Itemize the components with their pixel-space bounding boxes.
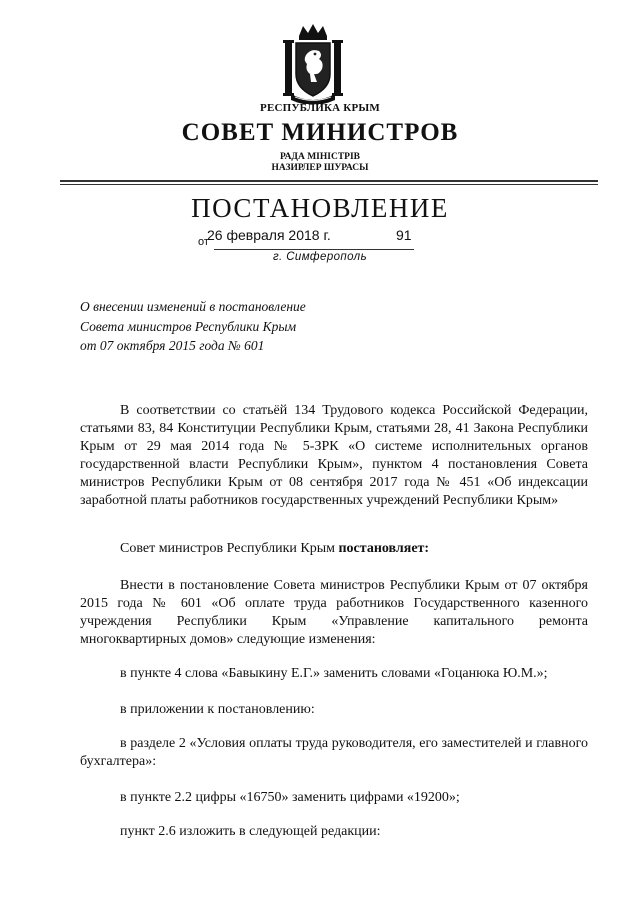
header-rule-thin [60, 184, 598, 185]
subject-line: от 07 октября 2015 года № 601 [80, 338, 265, 353]
crimea-coat-of-arms-icon [281, 22, 345, 104]
council-name-ukrainian: РАДА МІНІСТРІВ [279, 152, 360, 162]
resolves-subject: Совет министров Республики Крым [120, 541, 339, 556]
republic-name: РЕСПУБЛИКА КРЫМ [260, 102, 380, 114]
council-name: СОВЕТ МИНИСТРОВ [181, 119, 459, 146]
date-underline [214, 249, 414, 250]
section-2-paragraph: в разделе 2 «Условия оплаты труда руководителя, его заместителей и главного бухгалтера»: [80, 736, 588, 769]
resolves-paragraph [80, 540, 588, 558]
date-from-label: от [198, 236, 209, 248]
header-rule-thick [60, 180, 598, 182]
document-type-title: ПОСТАНОВЛЕНИЕ [191, 193, 449, 223]
annex-paragraph: в приложении к постановлению: [120, 702, 315, 717]
subject-line: О внесении изменений в постановление [80, 299, 306, 314]
item-2-6-paragraph: пункт 2.6 изложить в следующей редакции: [120, 824, 381, 839]
subject-line: Совета министров Республики Крым [80, 318, 297, 334]
decree-number: 91 [396, 227, 412, 243]
decree-subject [80, 297, 306, 356]
council-name-crimean-tatar: НАЗИРЛЕР ШУРАСЫ [271, 163, 369, 173]
decree-date: 26 февраля 2018 г. [207, 227, 331, 243]
amendment-paragraph: Внести в постановление Совета министров Республики Крым от 07 октября 2015 года № 601 «Об оплате труда работников Государственного казенного учреждения Республики Крым «Управление капитального ремонта многоквартирных домов» следующие изменения: [80, 578, 588, 647]
resolves-verb: постановляет: [338, 541, 430, 556]
item-4-paragraph: в пункте 4 слова «Бавыкину Е.Г.» заменить словами «Гоцанюка Ю.М.»; [120, 666, 548, 681]
legal-basis-paragraph: В соответствии со статьёй 134 Трудового кодекса Российской Федерации, статьями 83, 84 Конституции Республики Крым, статьями 28, 41 Закона Республики Крым от 29 мая 2014 года № 5-ЗРК «О системе исполнительных органов государственной власти Республики Крым», пунктом 4 постановления Совета министров Республики Крым от 08 сентября 2017 года № 451 «Об индексации заработной платы работников государственных учреждений Республики Крым» [80, 403, 588, 508]
city-name: г. Симферополь [272, 251, 368, 263]
date-number-line [198, 227, 428, 251]
item-2-2-paragraph: в пункте 2.2 цифры «16750» заменить цифрами «19200»; [120, 790, 460, 805]
